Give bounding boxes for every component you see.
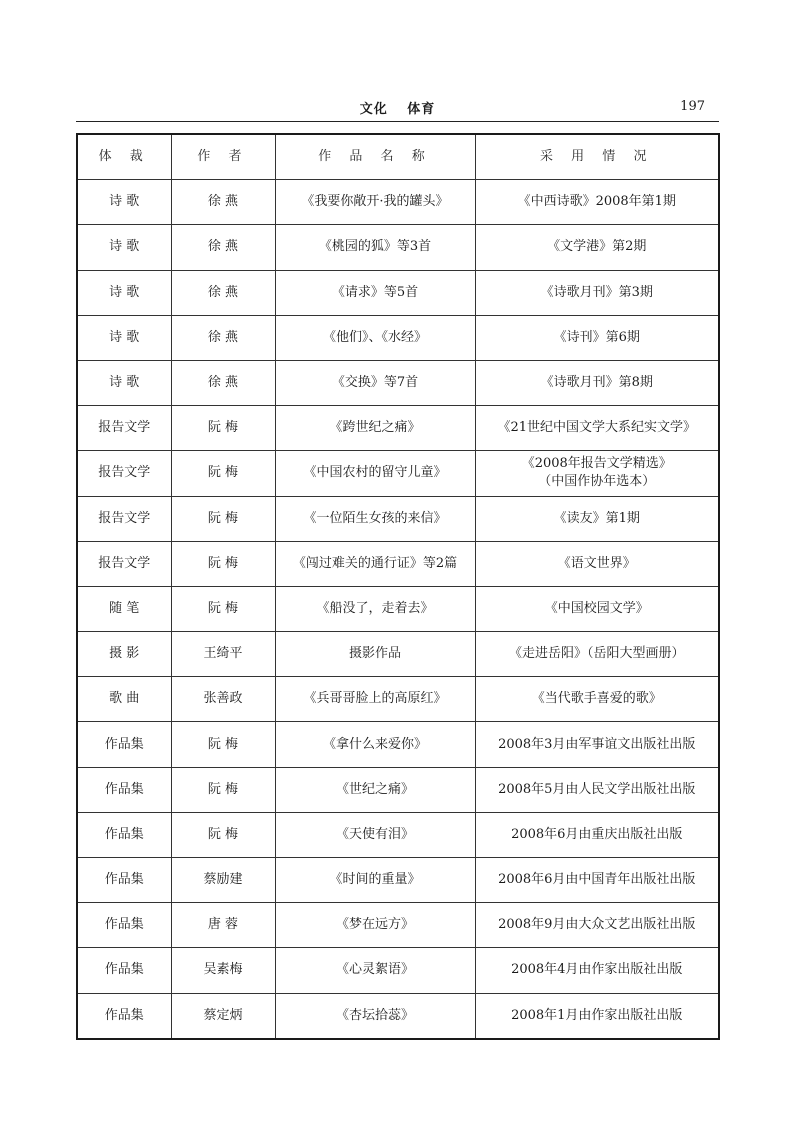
- cell-title-text: 《船没了，走着去》: [316, 600, 434, 616]
- table-row: [77, 677, 719, 722]
- cell-author: [171, 677, 275, 722]
- cell-genre-text: 诗 歌: [109, 284, 140, 300]
- cell-usage-text: 《诗歌月刊》第3期: [540, 284, 653, 300]
- cell-title-text: 《请求》等5首: [331, 284, 419, 300]
- cell-usage-text: 《中国校园文学》: [544, 600, 649, 616]
- cell-author: [171, 270, 275, 315]
- cell-title-text: 《我要你敞开·我的罐头》: [301, 194, 449, 210]
- cell-title: [275, 360, 475, 405]
- cell-usage: [475, 586, 719, 631]
- cell-usage-text: 2008年5月由人民文学出版社出版: [498, 781, 696, 797]
- cell-title-text: 《桃园的狐》等3首: [318, 239, 432, 255]
- cell-author-text: 徐 燕: [207, 239, 239, 255]
- cell-author-text: 蔡励建: [203, 872, 243, 888]
- cell-title: [275, 767, 475, 812]
- cell-author: [171, 541, 275, 586]
- table-body: [77, 180, 719, 1039]
- header-author: 作 者: [171, 134, 275, 180]
- section-title: 文化 体育: [359, 102, 436, 117]
- cell-genre: [77, 225, 171, 270]
- cell-genre-text: 作品集: [104, 962, 144, 978]
- cell-author: [171, 632, 275, 677]
- cell-author: [171, 315, 275, 360]
- running-head: [76, 98, 719, 120]
- cell-title: [275, 722, 475, 767]
- cell-title-text: 《中国农村的留守儿童》: [303, 465, 447, 481]
- cell-genre: [77, 360, 171, 405]
- cell-genre: [77, 180, 171, 225]
- cell-title-text: 摄影作品: [348, 646, 401, 662]
- cell-usage-text: 《诗刊》第6期: [553, 329, 640, 345]
- table-row: [77, 180, 719, 225]
- cell-author: [171, 722, 275, 767]
- cell-usage-text: 《走进岳阳》（岳阳大型画册）: [508, 646, 685, 662]
- table-row: [77, 315, 719, 360]
- cell-usage: [475, 948, 719, 993]
- cell-title: [275, 225, 475, 270]
- cell-genre-text: 诗 歌: [109, 329, 140, 345]
- cell-title: [275, 858, 475, 903]
- cell-title-text: 《交换》等7首: [331, 375, 419, 391]
- cell-title-text: 《闯过难关的通行证》等2篇: [292, 555, 458, 571]
- cell-title-text: 《心灵絮语》: [335, 962, 414, 978]
- cell-genre-text: 诗 歌: [109, 194, 140, 210]
- cell-author-text: 阮 梅: [207, 510, 239, 526]
- cell-author: [171, 225, 275, 270]
- cell-title: [275, 632, 475, 677]
- cell-title: [275, 315, 475, 360]
- cell-title: [275, 903, 475, 948]
- works-table: [76, 133, 720, 1040]
- cell-genre: [77, 903, 171, 948]
- cell-usage: [475, 677, 719, 722]
- cell-title-text: 《兵哥哥脸上的高原红》: [303, 691, 447, 707]
- cell-usage-text: 2008年1月由作家出版社出版: [511, 1007, 683, 1023]
- cell-usage-text: 2008年4月由作家出版社出版: [511, 962, 683, 978]
- cell-author-text: 阮 梅: [207, 781, 239, 797]
- cell-usage: [475, 722, 719, 767]
- cell-genre: [77, 270, 171, 315]
- cell-author-text: 徐 燕: [207, 329, 239, 345]
- cell-usage: [475, 315, 719, 360]
- table-row: [77, 722, 719, 767]
- table-row: [77, 451, 719, 496]
- cell-title: [275, 496, 475, 541]
- cell-genre-text: 作品集: [104, 781, 144, 797]
- cell-title: [275, 270, 475, 315]
- cell-title: [275, 406, 475, 451]
- cell-genre: [77, 496, 171, 541]
- cell-genre-text: 歌 曲: [109, 691, 140, 707]
- cell-author: [171, 858, 275, 903]
- cell-author-text: 唐 蓉: [207, 917, 239, 933]
- table-row: [77, 903, 719, 948]
- cell-author: [171, 496, 275, 541]
- cell-usage: [475, 903, 719, 948]
- cell-author-text: 阮 梅: [207, 600, 239, 616]
- cell-author: [171, 767, 275, 812]
- cell-author-text: 阮 梅: [207, 555, 239, 571]
- cell-usage-text: 《中西诗歌》2008年第1期: [517, 194, 676, 210]
- cell-genre: [77, 812, 171, 857]
- cell-usage: [475, 270, 719, 315]
- cell-usage: [475, 360, 719, 405]
- cell-genre: [77, 948, 171, 993]
- cell-usage-text: 《语文世界》: [557, 555, 636, 571]
- table-row: [77, 496, 719, 541]
- cell-title: [275, 993, 475, 1039]
- cell-usage-text: 《21世纪中国文学大系纪实文学》: [497, 420, 697, 436]
- cell-author: [171, 451, 275, 496]
- cell-usage: [475, 225, 719, 270]
- header-rule: [76, 121, 719, 122]
- cell-usage: [475, 451, 719, 496]
- cell-author: [171, 406, 275, 451]
- cell-title-text: 《时间的重量》: [329, 872, 421, 888]
- cell-genre-text: 报告文学: [98, 465, 151, 481]
- cell-usage: [475, 541, 719, 586]
- cell-usage: [475, 858, 719, 903]
- cell-author-text: 王绮平: [203, 646, 243, 662]
- cell-genre: [77, 315, 171, 360]
- table-row: [77, 858, 719, 903]
- cell-genre-text: 诗 歌: [109, 375, 140, 391]
- table-row: [77, 767, 719, 812]
- cell-usage-text: 2008年6月由中国青年出版社出版: [498, 872, 696, 888]
- cell-usage-text: 《文学港》第2期: [547, 239, 647, 255]
- table-row: [77, 948, 719, 993]
- cell-author: [171, 586, 275, 631]
- cell-usage-text: 2008年9月由大众文艺出版社出版: [498, 917, 696, 933]
- cell-title: [275, 677, 475, 722]
- cell-usage-text: 2008年6月由重庆出版社出版: [511, 826, 683, 842]
- cell-author-text: 吴素梅: [203, 962, 243, 978]
- cell-author-text: 蔡定炳: [203, 1007, 243, 1023]
- cell-usage-text: 《读友》第1期: [553, 510, 640, 526]
- table-row: [77, 812, 719, 857]
- cell-title: [275, 812, 475, 857]
- cell-title: [275, 451, 475, 496]
- cell-author: [171, 948, 275, 993]
- cell-title-text: 《他们》、《水经》: [322, 329, 427, 345]
- header-genre: 体 裁: [77, 134, 171, 180]
- cell-genre-text: 作品集: [104, 1007, 144, 1023]
- header-title: 作 品 名 称: [275, 134, 475, 180]
- cell-genre: [77, 858, 171, 903]
- cell-author-text: 阮 梅: [207, 420, 239, 436]
- cell-author-text: 阮 梅: [207, 826, 239, 842]
- cell-title-text: 《跨世纪之痛》: [329, 420, 421, 436]
- cell-usage-text: 《2008年报告文学精选》: [521, 456, 672, 472]
- cell-usage: [475, 632, 719, 677]
- table-row: [77, 270, 719, 315]
- cell-title-text: 《梦在远方》: [335, 917, 414, 933]
- cell-usage-text: 《诗歌月刊》第8期: [540, 375, 653, 391]
- cell-title-text: 《拿什么来爱你》: [322, 736, 427, 752]
- cell-title-text: 《杏坛拾蕊》: [335, 1007, 414, 1023]
- cell-genre: [77, 541, 171, 586]
- cell-genre-text: 作品集: [104, 917, 144, 933]
- cell-genre-text: 诗 歌: [109, 239, 140, 255]
- cell-author-text: 阮 梅: [207, 736, 239, 752]
- table-row: [77, 225, 719, 270]
- cell-author: [171, 903, 275, 948]
- cell-genre-text: 报告文学: [98, 555, 151, 571]
- table-row: [77, 632, 719, 677]
- cell-genre-text: 报告文学: [98, 420, 151, 436]
- cell-genre: [77, 993, 171, 1039]
- cell-author: [171, 180, 275, 225]
- cell-genre: [77, 451, 171, 496]
- cell-genre: [77, 767, 171, 812]
- cell-usage-text-line2: （中国作协年选本）: [538, 474, 656, 490]
- cell-genre-text: 作品集: [104, 736, 144, 752]
- cell-usage-text: 《当代歌手喜爱的歌》: [531, 691, 662, 707]
- cell-usage: [475, 812, 719, 857]
- cell-title-text: 《一位陌生女孩的来信》: [303, 510, 447, 526]
- cell-author-text: 徐 燕: [207, 284, 239, 300]
- table-row: [77, 360, 719, 405]
- table-row: [77, 406, 719, 451]
- cell-author: [171, 360, 275, 405]
- cell-genre: [77, 722, 171, 767]
- cell-genre: [77, 586, 171, 631]
- cell-usage: [475, 496, 719, 541]
- cell-usage-text: 2008年3月由军事谊文出版社出版: [498, 736, 696, 752]
- table-header-row: [77, 134, 719, 180]
- cell-usage: [475, 406, 719, 451]
- cell-genre-text: 作品集: [104, 826, 144, 842]
- cell-author-text: 张善政: [203, 691, 243, 707]
- cell-usage: [475, 993, 719, 1039]
- table-row: [77, 586, 719, 631]
- cell-genre-text: 随 笔: [109, 600, 140, 616]
- cell-title: [275, 586, 475, 631]
- cell-genre: [77, 677, 171, 722]
- cell-title: [275, 948, 475, 993]
- cell-author: [171, 812, 275, 857]
- cell-title: [275, 180, 475, 225]
- cell-genre-text: 作品集: [104, 872, 144, 888]
- cell-genre-text: 报告文学: [98, 510, 151, 526]
- cell-author-text: 徐 燕: [207, 194, 239, 210]
- cell-author: [171, 993, 275, 1039]
- header-usage: 采 用 情 况: [475, 134, 719, 180]
- table-row: [77, 993, 719, 1039]
- page-number: 197: [680, 99, 705, 114]
- cell-usage: [475, 180, 719, 225]
- cell-title-text: 《世纪之痛》: [335, 781, 414, 797]
- cell-title: [275, 541, 475, 586]
- table-row: [77, 541, 719, 586]
- cell-genre: [77, 406, 171, 451]
- cell-author-text: 阮 梅: [207, 465, 239, 481]
- cell-title-text: 《天使有泪》: [335, 826, 414, 842]
- cell-genre-text: 摄 影: [109, 646, 140, 662]
- cell-usage: [475, 767, 719, 812]
- cell-genre: [77, 632, 171, 677]
- cell-author-text: 徐 燕: [207, 375, 239, 391]
